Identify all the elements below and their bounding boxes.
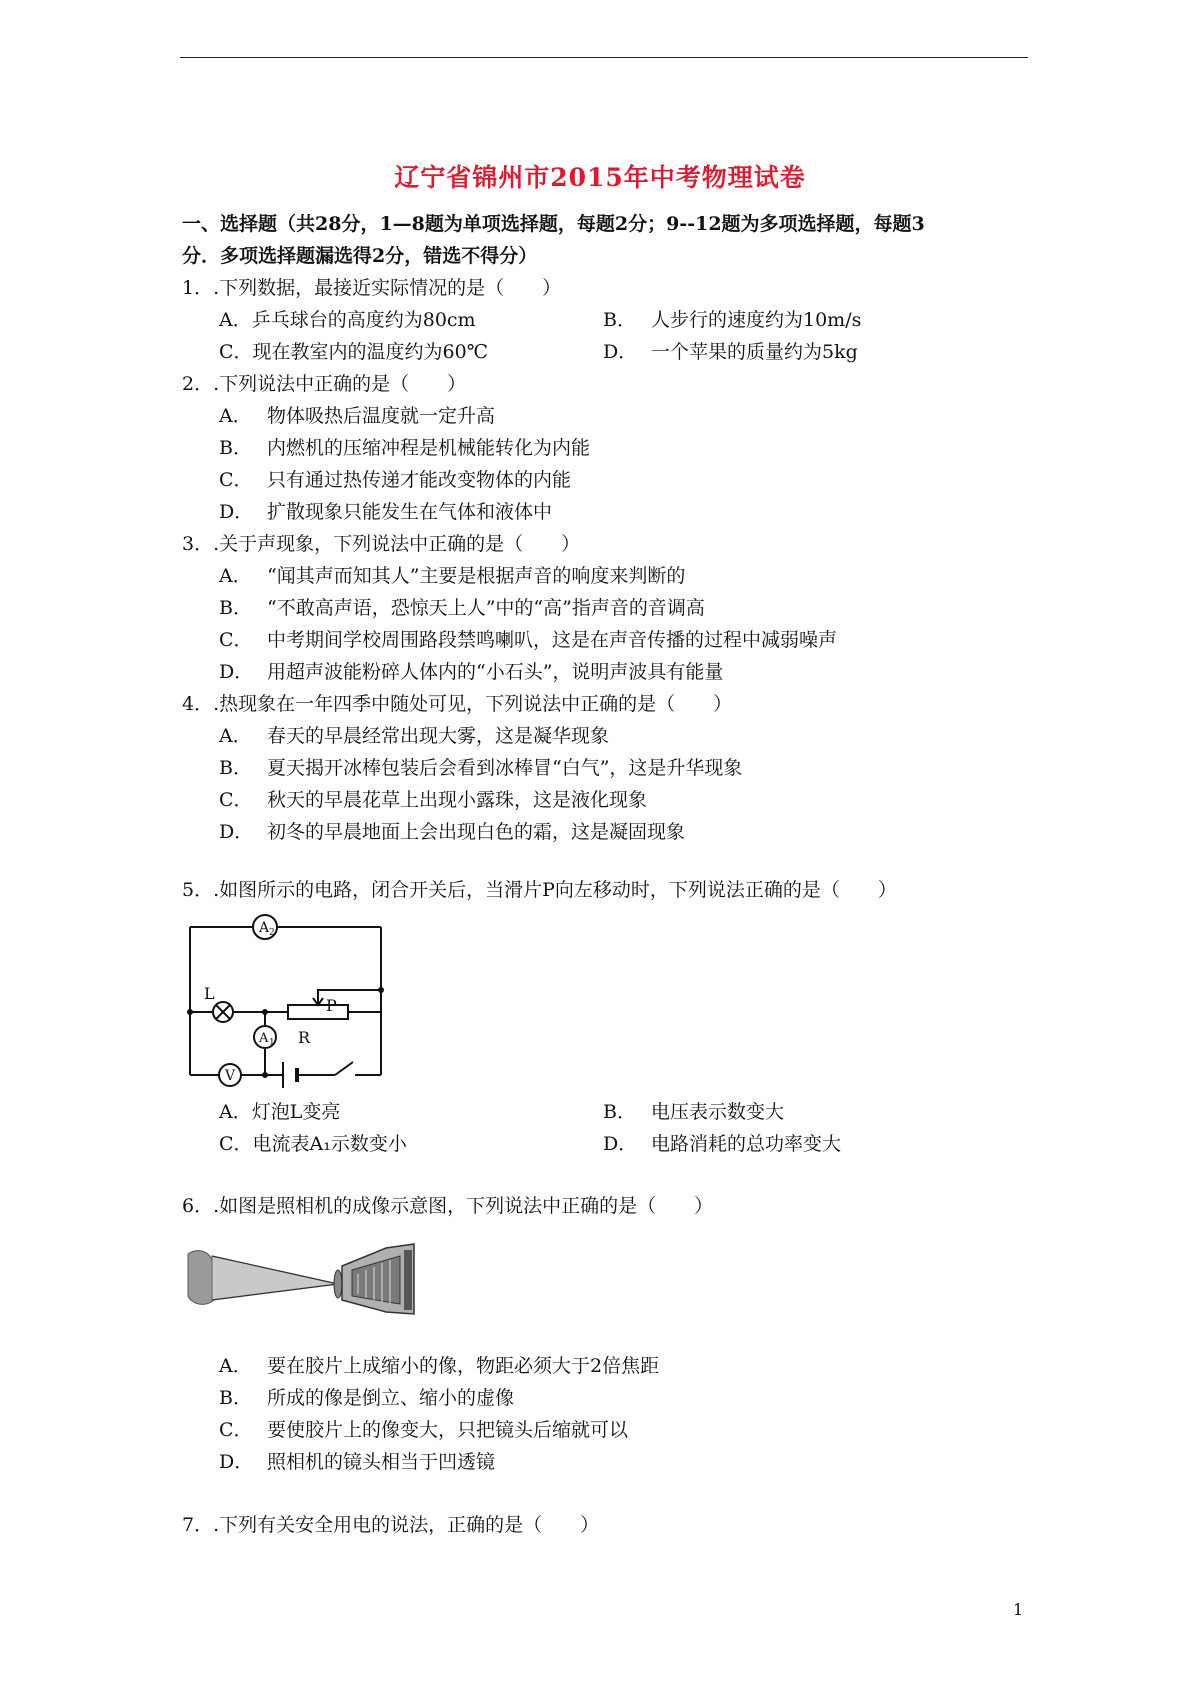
light-cone (212, 1256, 338, 1300)
option-text: 现在教室内的温度约为60℃ (252, 341, 488, 363)
section-heading-line2: 分．多项选择题漏选得2分，错选不得分） (182, 245, 538, 267)
lens-icon (334, 1270, 342, 1298)
option-label: A． (219, 1101, 252, 1123)
question-5-option-b (603, 1099, 784, 1125)
option-text: 物体吸热后温度就一定升高 (267, 405, 496, 427)
question-6-option-d (219, 1449, 495, 1475)
option-text: 初冬的早晨地面上会出现白色的霜，这是凝固现象 (267, 821, 686, 843)
option-text: “不敢高声语，恐惊天上人”中的“高”指声音的音调高 (267, 597, 705, 619)
question-5-option-a (219, 1099, 340, 1125)
option-label: D． (219, 1451, 254, 1473)
option-text: 人步行的速度约为10m/s (651, 309, 862, 331)
question-2-stem: 2．.下列说法中正确的是（ ） (182, 373, 467, 395)
option-label: C． (219, 469, 253, 491)
circuit-diagram (185, 912, 395, 1092)
option-label: D． (603, 1133, 638, 1155)
question-3-stem: 3．.关于声现象，下列说法中正确的是（ ） (182, 533, 581, 555)
r-label: R (298, 1028, 311, 1047)
option-text: 扩散现象只能发生在气体和液体中 (267, 501, 553, 523)
a1-subscript: 1 (269, 1038, 275, 1048)
question-4-option-a (219, 723, 609, 749)
option-text: 内燃机的压缩冲程是机械能转化为内能 (267, 437, 591, 459)
option-text: 电流表A₁示数变小 (252, 1133, 407, 1155)
option-text: 所成的像是倒立、缩小的虚像 (267, 1387, 515, 1409)
option-label: C． (219, 1419, 253, 1441)
option-label: A． (219, 725, 252, 747)
a1-label: A (259, 1031, 269, 1046)
option-text: 灯泡L变亮 (251, 1101, 341, 1123)
option-label: D． (219, 661, 254, 683)
question-3-option-d (219, 659, 723, 685)
option-text: 要使胶片上的像变大，只把镜头后缩就可以 (267, 1419, 629, 1441)
question-4-option-b (219, 755, 742, 781)
question-6-option-b (219, 1385, 514, 1411)
option-label: B． (219, 1387, 252, 1409)
option-label: C． (219, 789, 253, 811)
a2-subscript: 2 (269, 928, 275, 938)
option-label: C． (219, 341, 253, 363)
question-2-option-c (219, 467, 571, 493)
option-text: 春天的早晨经常出现大雾，这是凝华现象 (267, 725, 610, 747)
question-1-option-a (219, 307, 476, 333)
question-1-stem: 1．.下列数据，最接近实际情况的是（ ） (182, 277, 562, 299)
option-label: C． (219, 629, 253, 651)
question-2-option-d (219, 499, 552, 525)
question-6-option-c (219, 1417, 628, 1443)
page-title: 辽宁省锦州市2015年中考物理试卷 (394, 163, 806, 192)
film-icon (404, 1250, 412, 1310)
option-text: 照相机的镜头相当于凹透镜 (267, 1451, 496, 1473)
option-label: D． (603, 341, 638, 363)
option-text: 只有通过热传递才能改变物体的内能 (267, 469, 572, 491)
question-6-option-a (219, 1353, 659, 1379)
option-label: B． (219, 437, 252, 459)
option-label: B． (219, 757, 252, 779)
question-5-option-d (603, 1131, 841, 1157)
page-number: 1 (1013, 1600, 1024, 1619)
question-2-option-a (219, 403, 495, 429)
question-5-option-c (219, 1131, 407, 1157)
option-label: B． (603, 1101, 636, 1123)
v-label: V (225, 1068, 236, 1084)
junction-dot (187, 1009, 193, 1015)
question-1-option-c (219, 339, 488, 365)
option-text: 乒乓球台的高度约为80cm (251, 309, 476, 331)
option-label: A． (219, 1355, 252, 1377)
option-text: “闻其声而知其人”主要是根据声音的响度来判断的 (267, 565, 686, 587)
section-heading-line1: 一、选择题（共28分，1—8题为单项选择题，每题2分；9--12题为多项选择题，每题3 (182, 213, 925, 235)
option-text: 夏天揭开冰棒包装后会看到冰棒冒“白气”，这是升华现象 (267, 757, 743, 779)
question-3-option-c (219, 627, 837, 653)
question-6-stem: 6．.如图是照相机的成像示意图，下列说法中正确的是（ ） (182, 1195, 714, 1217)
option-label: D． (219, 501, 254, 523)
question-1-option-d (603, 339, 858, 365)
option-label: A． (219, 565, 252, 587)
question-4-stem: 4．.热现象在一年四季中随处可见，下列说法中正确的是（ ） (182, 693, 733, 715)
question-4-option-c (219, 787, 647, 813)
question-7-stem: 7．.下列有关安全用电的说法，正确的是（ ） (182, 1514, 600, 1536)
header-rule (180, 57, 1028, 58)
option-text: 电压表示数变大 (651, 1101, 785, 1123)
option-label: A． (219, 405, 252, 427)
p-label: P (326, 996, 337, 1015)
question-3-option-a (219, 563, 685, 589)
junction-dot (378, 987, 384, 993)
option-text: 中考期间学校周围路段禁鸣喇叭，这是在声音传播的过程中减弱噪声 (267, 629, 838, 651)
object-icon (188, 1251, 214, 1305)
a2-label: A (259, 920, 270, 936)
question-4-option-d (219, 819, 685, 845)
question-1-option-b (603, 307, 861, 333)
option-text: 要在胶片上成缩小的像，物距必须大于2倍焦距 (267, 1355, 660, 1377)
option-label: D． (219, 821, 254, 843)
option-label: B． (603, 309, 636, 331)
junction-dot (262, 1072, 268, 1078)
camera-imaging-diagram (186, 1240, 416, 1320)
option-label: B． (219, 597, 252, 619)
rheostat-icon (288, 1005, 348, 1019)
switch-icon (335, 1062, 353, 1075)
option-text: 一个苹果的质量约为5kg (651, 341, 858, 363)
question-3-option-b (219, 595, 705, 621)
question-2-option-b (219, 435, 590, 461)
option-label: C． (219, 1133, 253, 1155)
l-label: L (204, 984, 215, 1003)
option-label: A． (219, 309, 252, 331)
option-text: 电路消耗的总功率变大 (651, 1133, 842, 1155)
option-text: 秋天的早晨花草上出现小露珠，这是液化现象 (267, 789, 648, 811)
option-text: 用超声波能粉碎人体内的“小石头”，说明声波具有能量 (267, 661, 724, 683)
question-5-stem: 5．.如图所示的电路，闭合开关后，当滑片P向左移动时，下列说法正确的是（ ） (182, 879, 897, 901)
junction-dot (262, 1009, 268, 1015)
